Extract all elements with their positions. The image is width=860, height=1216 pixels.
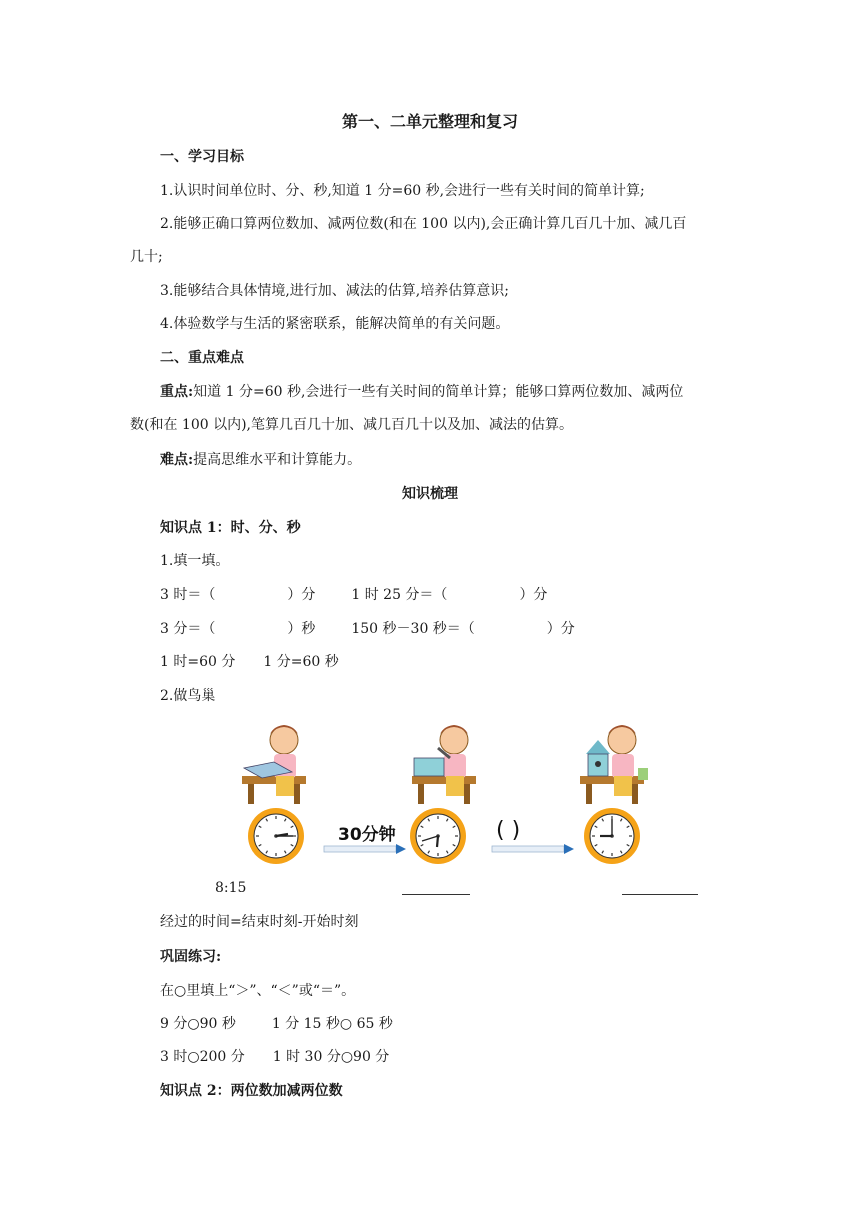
child-hammering-icon [412, 725, 476, 804]
goal-3: 3.能够结合具体情境,进行加、减法的估算,培养估算意识; [160, 283, 509, 299]
fill-row-1-b: ）分 [287, 587, 316, 603]
fill-row-1-d: ）分 [519, 587, 548, 603]
knowledge-point-2-heading: 知识点 2：两位数加减两位数 [160, 1083, 343, 1099]
arrow-icon [492, 844, 574, 854]
elapsed-time-formula: 经过的时间=结束时刻-开始时刻 [160, 914, 359, 930]
child-painting-icon [580, 725, 648, 804]
key-point-line [160, 382, 683, 402]
fill-row-2-a: 3 分＝（ [160, 621, 216, 637]
practice-row-1 [160, 1014, 393, 1034]
fact-hour: 1 时=60 分 [160, 654, 236, 670]
arrow-label-30min: 30分钟 [338, 825, 396, 845]
fill-row-2 [160, 619, 575, 639]
practice-row-2 [160, 1047, 389, 1067]
section-heading-goals: 一、学习目标 [160, 149, 244, 165]
fill-row-1-c: 1 时 25 分＝（ [351, 587, 448, 603]
fill-row-2-c: 150 秒－30 秒＝（ [351, 621, 475, 637]
answer-blank [402, 893, 470, 895]
clock-icon [410, 808, 466, 864]
goal-1: 1.认识时间单位时、分、秒,知道 1 分=60 秒,会进行一些有关时间的简单计算; [160, 183, 645, 199]
knowledge-heading: 知识梳理 [402, 486, 458, 502]
answer-blank [622, 893, 698, 895]
goal-4: 4.体验数学与生活的紧密联系，能解决简单的有关问题。 [160, 316, 510, 332]
key-point-text: 知道 1 分=60 秒,会进行一些有关时间的简单计算；能够口算两位数加、减两位 [193, 384, 684, 400]
nest-illustration [232, 714, 672, 870]
fill-row-1-a: 3 时＝（ [160, 587, 216, 603]
clock-icon [584, 808, 640, 864]
fact-minute: 1 分=60 秒 [263, 654, 339, 670]
fill-row-1 [160, 585, 547, 605]
arrow-icon [324, 844, 406, 854]
child-sawing-icon [242, 725, 306, 804]
key-point-label: 重点: [160, 384, 194, 400]
time-facts [160, 652, 339, 672]
difficulty-text: 提高思维水平和计算能力。 [193, 452, 362, 468]
goal-2: 2.能够正确口算两位数加、减两位数(和在 100 以内),会正确计算几百几十加、减几百 [160, 216, 687, 232]
knowledge-point-1-heading: 知识点 1：时、分、秒 [160, 520, 301, 536]
practice-heading: 巩固练习: [160, 949, 222, 965]
clock-icon [248, 808, 304, 864]
fill-in-title: 1.填一填。 [160, 553, 230, 569]
practice-item-3: 3 时○200 分 [160, 1049, 245, 1065]
practice-item-2: 1 分 15 秒○ 65 秒 [271, 1016, 393, 1032]
practice-item-4: 1 时 30 分○90 分 [272, 1049, 390, 1065]
practice-instruction: 在○里填上“＞”、“＜”或“＝”。 [160, 983, 356, 999]
nest-title: 2.做鸟巢 [160, 688, 216, 704]
difficulty-line [160, 450, 361, 470]
fill-row-2-b: ）秒 [287, 621, 316, 637]
difficulty-label: 难点: [160, 452, 194, 468]
fill-row-2-d: ）分 [546, 621, 575, 637]
section-heading-keypoints: 二、重点难点 [160, 350, 244, 366]
key-point-cont: 数(和在 100 以内),笔算几百几十加、减几百几十以及加、减法的估算。 [130, 417, 573, 433]
practice-item-1: 9 分○90 秒 [160, 1016, 236, 1032]
goal-2-cont: 几十; [130, 249, 163, 265]
page-title: 第一、二单元整理和复习 [341, 112, 518, 131]
start-time: 8:15 [215, 880, 247, 896]
arrow-label-blank: ( ) [496, 818, 521, 843]
